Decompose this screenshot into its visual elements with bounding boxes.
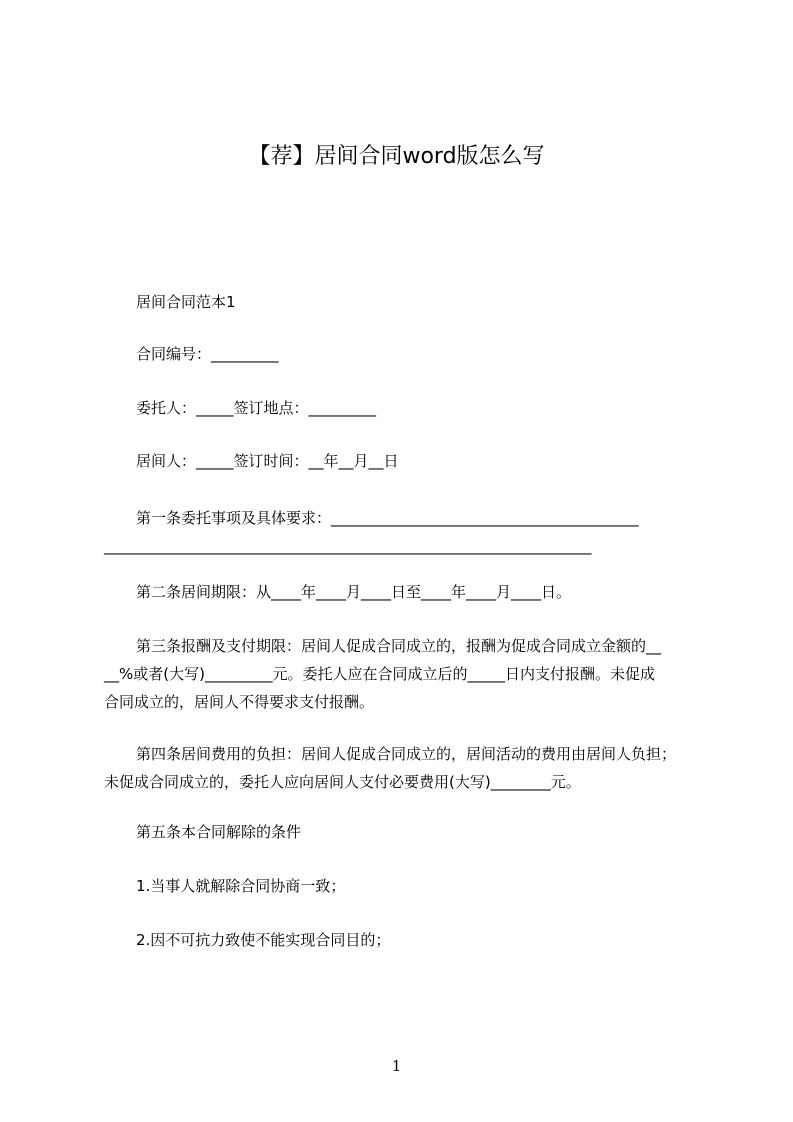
paragraph-article-3 bbox=[104, 632, 704, 716]
article-3-line-3: 合同成立的，居间人不得要求支付报酬。 bbox=[104, 693, 375, 711]
paragraph-broker-signing-time: 居间人：_____签订时间：__年__月__日 bbox=[136, 452, 399, 470]
article-1-line-1: 第一条委托事项及具体要求：_________________________________________ bbox=[136, 509, 639, 527]
paragraph-contract-sample-heading: 居间合同范本1 bbox=[136, 293, 236, 311]
article-4-line-1: 第四条居间费用的负担：居间人促成合同成立的，居间活动的费用由居间人负担； bbox=[136, 745, 677, 763]
paragraph-article-2: 第二条居间期限：从____年____月____日至____年____月____日。 bbox=[136, 583, 572, 601]
paragraph-condition-2: 2.因不可抗力致使不能实现合同目的； bbox=[136, 931, 391, 949]
document-title: 【荐】居间合同word版怎么写 bbox=[248, 144, 545, 169]
article-1-line-2: _________________________________________________________________ bbox=[104, 537, 592, 555]
article-3-line-2: __%或者(大写)_________元。委托人应在合同成立后的_____日内支付报酬。未促成 bbox=[104, 665, 655, 683]
paragraph-contract-number: 合同编号：_________ bbox=[136, 345, 279, 363]
paragraph-article-4 bbox=[104, 740, 704, 796]
paragraph-condition-1: 1.当事人就解除合同协商一致； bbox=[136, 877, 346, 895]
paragraph-article-5: 第五条本合同解除的条件 bbox=[136, 823, 302, 841]
page-number: 1 bbox=[391, 1057, 402, 1075]
article-4-line-2: 未促成合同成立的，委托人应向居间人支付必要费用(大写)________元。 bbox=[104, 773, 581, 791]
article-3-line-1: 第三条报酬及支付期限：居间人促成合同成立的，报酬为促成合同成立金额的__ bbox=[136, 637, 662, 655]
paragraph-article-1 bbox=[104, 504, 704, 560]
paragraph-client-signing-place: 委托人：_____签订地点：_________ bbox=[136, 399, 377, 417]
